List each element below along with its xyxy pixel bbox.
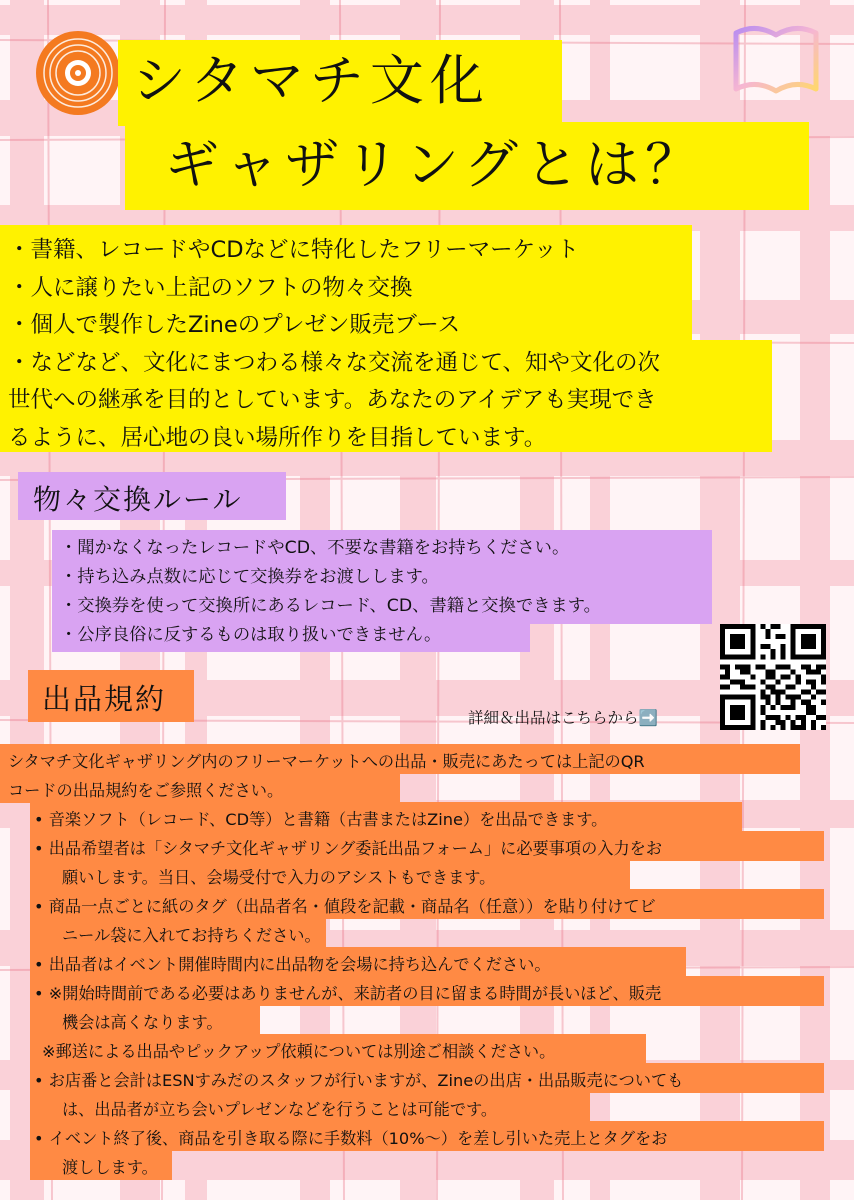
listing-item: • 出品者はイベント開催時間内に出品物を会場に持ち込んでください。 — [34, 955, 551, 974]
exchange-rule: ・持ち込み点数に応じて交換券をお渡しします。 — [60, 567, 439, 587]
listing-items — [34, 805, 683, 1182]
intro-bullet: ・書籍、レコードやCDなどに特化したフリーマーケット — [8, 237, 580, 263]
listing-item: • お店番と会計はESNすみだのスタッフが行いますが、Zineの出店・出品販売についても — [34, 1071, 684, 1090]
exchange-rule: ・交換券を使って交換所にあるレコード、CD、書籍と交換できます。 — [60, 596, 601, 616]
listing-intro-line: シタマチ文化ギャザリング内のフリーマーケットへの出品・販売にあたっては上記のQR — [8, 752, 645, 771]
listing-item: • 出品希望者は「シタマチ文化ギャザリング委託出品フォーム」に必要事項の入力をお — [34, 839, 663, 858]
listing-item-cont: ニール袋に入れてお持ちください。 — [62, 926, 321, 945]
listing-item: • 商品一点ごとに紙のタグ（出品者名・値段を記載・商品名（任意））を貼り付けてビ — [34, 897, 656, 916]
listing-note: ※郵送による出品やピックアップ依頼については別途ご相談ください。 — [42, 1042, 556, 1061]
exchange-rules-list — [60, 534, 601, 650]
page-title-line1: シタマチ文化 — [132, 49, 490, 112]
listing-heading: 出品規約 — [42, 682, 167, 716]
exchange-heading: 物々交換ルール — [33, 483, 243, 516]
intro-bullet: ・個人で製作したZineのプレゼン販売ブース — [8, 312, 461, 338]
listing-item: • 音楽ソフト（レコード、CD等）と書籍（古書またはZine）を出品できます。 — [34, 810, 608, 829]
listing-intro — [8, 747, 645, 805]
intro-bullet: ・人に譲りたい上記のソフトの物々交換 — [8, 274, 413, 301]
listing-item: • イベント終了後、商品を引き取る際に手数料（10%〜）を差し引いた売上とタグをお — [34, 1129, 668, 1148]
intro-bullet-cont: 世代への継承を目的としています。あなたのアイデアも実現でき — [8, 387, 657, 413]
vinyl-record-icon — [33, 28, 123, 118]
open-book-icon — [728, 15, 824, 97]
listing-intro-line: コードの出品規約をご参照ください。 — [8, 781, 284, 800]
qr-code[interactable] — [720, 624, 826, 730]
listing-item-cont: 渡しします。 — [62, 1158, 158, 1177]
intro-bullet: ・などなど、文化にまつわる様々な交流を通じて、知や文化の次 — [8, 349, 661, 376]
intro-bullet-cont: るように、居心地の良い場所作りを目指しています。 — [8, 424, 547, 451]
exchange-rule: ・公序良俗に反するものは取り扱いできません。 — [60, 625, 442, 645]
qr-caption: 詳細＆出品はこちらから➡️ — [468, 709, 658, 727]
intro-list — [8, 232, 660, 457]
listing-item-cont: は、出品者が立ち会いプレゼンなどを行うことは可能です。 — [62, 1100, 498, 1119]
listing-item-cont: 願いします。当日、会場受付で入力のアシストもできます。 — [62, 868, 496, 887]
listing-item-cont: 機会は高くなります。 — [62, 1013, 223, 1032]
exchange-rule: ・聞かなくなったレコードやCD、不要な書籍をお持ちください。 — [60, 538, 570, 558]
page-title-line2: ギャザリングとは？ — [165, 133, 705, 196]
listing-item: • ※開始時間前である必要はありませんが、来訪者の目に留まる時間が長いほど、販売 — [34, 984, 662, 1003]
